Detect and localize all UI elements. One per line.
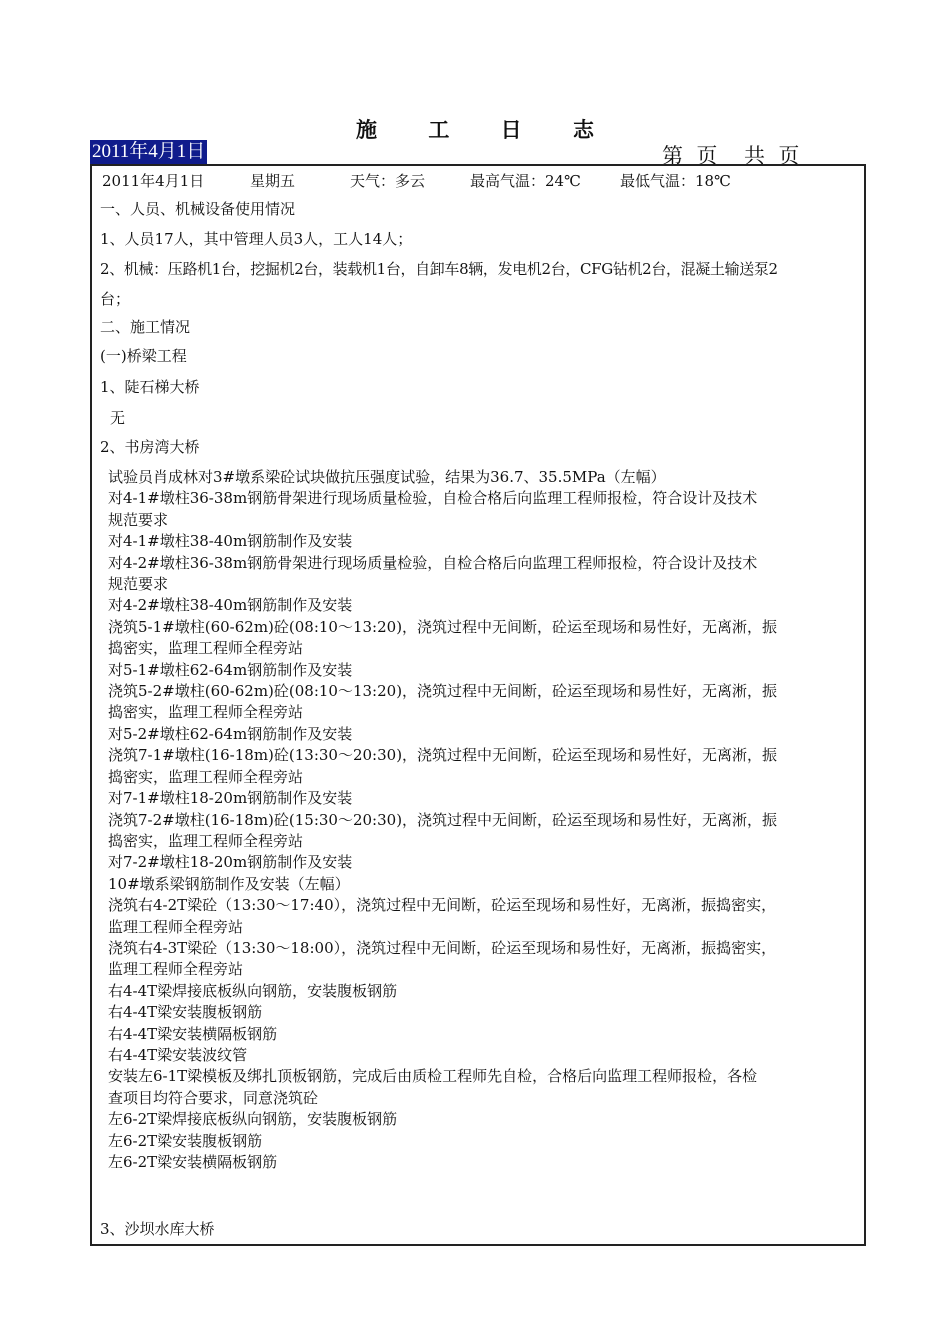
entry-line: 浇筑右4-2T梁砼（13:30～17:40），浇筑过程中无间断，砼运至现场和易性好，无离淅，振捣密实，: [108, 896, 777, 915]
entry-line: 对5-1#墩柱62-64m钢筋制作及安装: [108, 660, 353, 679]
entry-line: 试验员肖成林对3#墩系梁砼试块做抗压强度试验，结果为36.7、35.5MPa（左幅）: [108, 468, 666, 486]
section-2-title: 二、施工情况: [100, 318, 191, 336]
info-low-temp: 最低气温：18℃: [620, 172, 731, 190]
bridge-1-content: 无: [110, 409, 126, 427]
entry-line: 规范要求: [108, 510, 169, 529]
entry-line: 捣密实，监理工程师全程旁站: [108, 831, 304, 850]
info-weekday: 星期五: [250, 172, 296, 190]
entry-line: 对4-2#墩柱36-38m钢筋骨架进行现场质量检验，自检合格后向监理工程师报检，符合设计及技术: [108, 553, 758, 572]
entry-line: 左6-2T梁安装横隔板钢筋: [108, 1153, 278, 1171]
entry-line: 监理工程师全程旁站: [108, 917, 244, 936]
entry-line: 左6-2T梁焊接底板纵向钢筋，安装腹板钢筋: [108, 1110, 398, 1129]
entry-line: 捣密实，监理工程师全程旁站: [108, 767, 304, 786]
info-high-temp: 最高气温：24℃: [470, 172, 581, 190]
bridge-2-entries: [108, 467, 858, 1173]
info-date: 2011年4月1日: [102, 172, 205, 190]
entry-line: 安装左6-1T梁模板及绑扎顶板钢筋，完成后由质检工程师先自检，合格后向监理工程师报检，各检: [108, 1067, 758, 1086]
entry-line: 对4-1#墩柱36-38m钢筋骨架进行现场质量检验，自检合格后向监理工程师报检，符合设计及技术: [108, 489, 758, 508]
entry-line: 规范要求: [108, 575, 169, 594]
entry-line: 捣密实，监理工程师全程旁站: [108, 703, 304, 722]
section-1-title: 一、人员、机械设备使用情况: [100, 200, 296, 218]
entry-line: 浇筑7-1#墩柱(16-18m)砼(13:30～20:30)，浇筑过程中无间断，砼运至现场和易性好，无离淅，振: [108, 746, 778, 765]
machinery-line-2: 台；: [100, 290, 131, 308]
page-info: 第 页 共 页: [662, 144, 800, 168]
subsection-bridge-works: (一)桥梁工程: [100, 347, 187, 365]
entry-line: 浇筑右4-3T梁砼（13:30～18:00），浇筑过程中无间断，砼运至现场和易性好，无离淅，振捣密实，: [108, 938, 777, 957]
page-title: 施 工 日 志: [356, 117, 616, 142]
entry-line: 浇筑7-2#墩柱(16-18m)砼(15:30～20:30)，浇筑过程中无间断，砼运至现场和易性好，无离淅，振: [108, 810, 778, 829]
entry-line: 右4-4T梁安装腹板钢筋: [108, 1003, 263, 1022]
bridge-2-title: 2、书房湾大桥: [100, 438, 200, 456]
bridge-1-title: 1、陡石梯大桥: [100, 378, 200, 396]
entry-line: 左6-2T梁安装腹板钢筋: [108, 1131, 263, 1150]
machinery-line-1: 2、机械：压路机1台，挖掘机2台，装载机1台，自卸车8辆，发电机2台，CFG钻机2台，混凝土输送泵2: [100, 260, 778, 278]
personnel-line: 1、人员17人，其中管理人员3人，工人14人；: [100, 230, 413, 248]
entry-line: 对4-2#墩柱38-40m钢筋制作及安装: [108, 596, 353, 615]
entry-line: 对7-1#墩柱18-20m钢筋制作及安装: [108, 789, 353, 808]
entry-line: 10#墩系梁钢筋制作及安装（左幅）: [108, 874, 350, 893]
entry-line: 右4-4T梁安装横隔板钢筋: [108, 1024, 278, 1043]
entry-line: 查项目均符合要求，同意浇筑砼: [108, 1088, 319, 1107]
entry-line: 右4-4T梁安装波纹管: [108, 1045, 248, 1064]
entry-line: 捣密实，监理工程师全程旁站: [108, 639, 304, 658]
entry-line: 对7-2#墩柱18-20m钢筋制作及安装: [108, 853, 353, 872]
entry-line: 右4-4T梁焊接底板纵向钢筋，安装腹板钢筋: [108, 981, 398, 1000]
entry-line: 对4-1#墩柱38-40m钢筋制作及安装: [108, 532, 353, 551]
entry-line: 对5-2#墩柱62-64m钢筋制作及安装: [108, 724, 353, 743]
entry-line: 监理工程师全程旁站: [108, 960, 244, 979]
bridge-3-title: 3、沙坝水库大桥: [100, 1220, 215, 1238]
info-weather: 天气：多云: [350, 172, 426, 190]
date-highlight: 2011年4月1日: [92, 141, 206, 162]
entry-line: 浇筑5-2#墩柱(60-62m)砼(08:10～13:20)，浇筑过程中无间断，砼运至现场和易性好，无离淅，振: [108, 682, 778, 701]
entry-line: 浇筑5-1#墩柱(60-62m)砼(08:10～13:20)，浇筑过程中无间断，砼运至现场和易性好，无离淅，振: [108, 617, 778, 636]
